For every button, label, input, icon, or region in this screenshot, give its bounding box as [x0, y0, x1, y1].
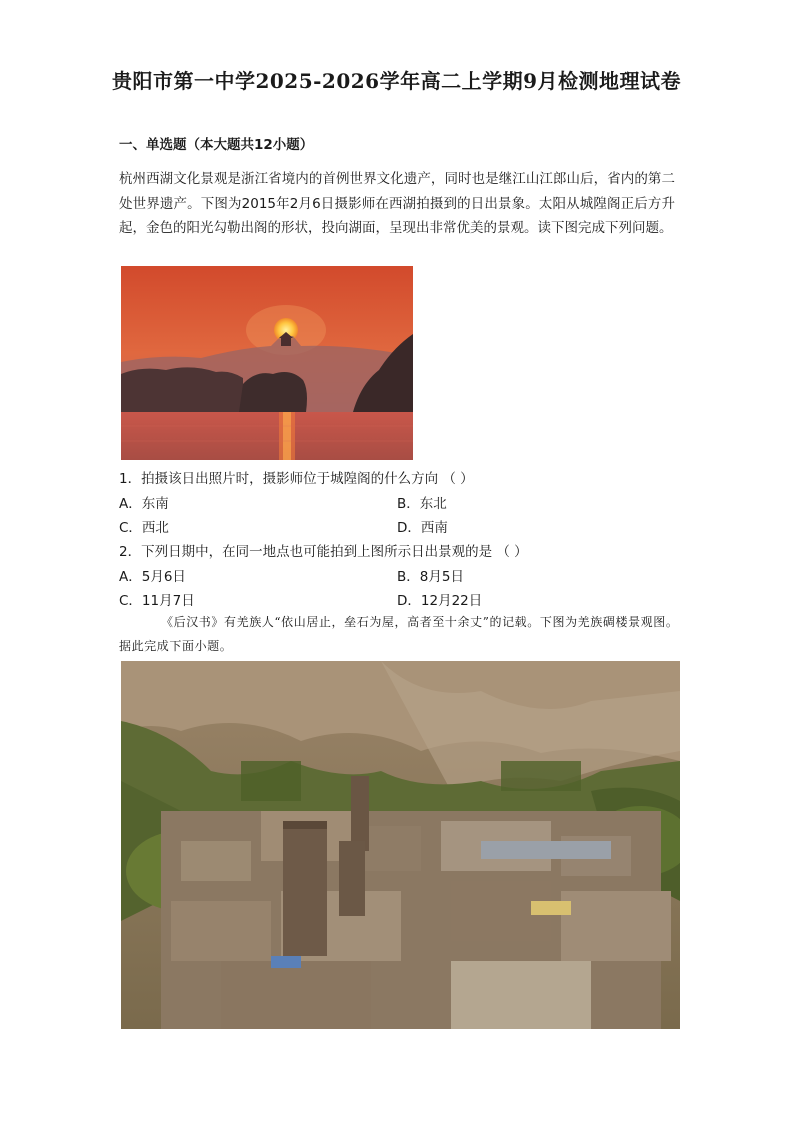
page-title: 贵阳市第一中学2025-2026学年高二上学期9月检测地理试卷: [111, 69, 682, 93]
q2-option-d: D．12月22日: [397, 593, 483, 609]
question-1: 1．拍摄该日出照片时，摄影师位于城隍阁的什么方向 （ ）: [119, 471, 474, 487]
q1-option-a: A．东南: [119, 496, 169, 512]
q2-option-a: A．5月6日: [119, 569, 186, 585]
q1-option-b: B．东北: [397, 496, 447, 512]
q1-option-c: C．西北: [119, 520, 169, 536]
section-heading: 一、单选题（本大题共12小题）: [119, 137, 314, 153]
sunrise-photo: [121, 266, 413, 460]
q2-option-b: B．8月5日: [397, 569, 464, 585]
q2-option-c: C．11月7日: [119, 593, 195, 609]
reading-note: 《后汉书》有羌族人“依山居止，垒石为屋，高者至十余丈”的记载。下图为羌族碉楼景观图。据此完成下面小题。: [119, 615, 679, 653]
village-photo: [121, 661, 680, 1029]
q1-option-d: D．西南: [397, 520, 448, 536]
intro-paragraph: 杭州西湖文化景观是浙江省境内的首例世界文化遗产，同时也是继江山江郎山后，省内的第二处世界遗产。下图为2015年2月6日摄影师在西湖拍摄到的日出景象。太阳从城隍阁正后方升起，金色的阳光勾勒出阁的形状，投向湖面，呈现出非常优美的景观。读下图完成下列问题。: [119, 171, 675, 236]
question-2: 2．下列日期中，在同一地点也可能拍到上图所示日出景观的是 （ ）: [119, 544, 528, 560]
